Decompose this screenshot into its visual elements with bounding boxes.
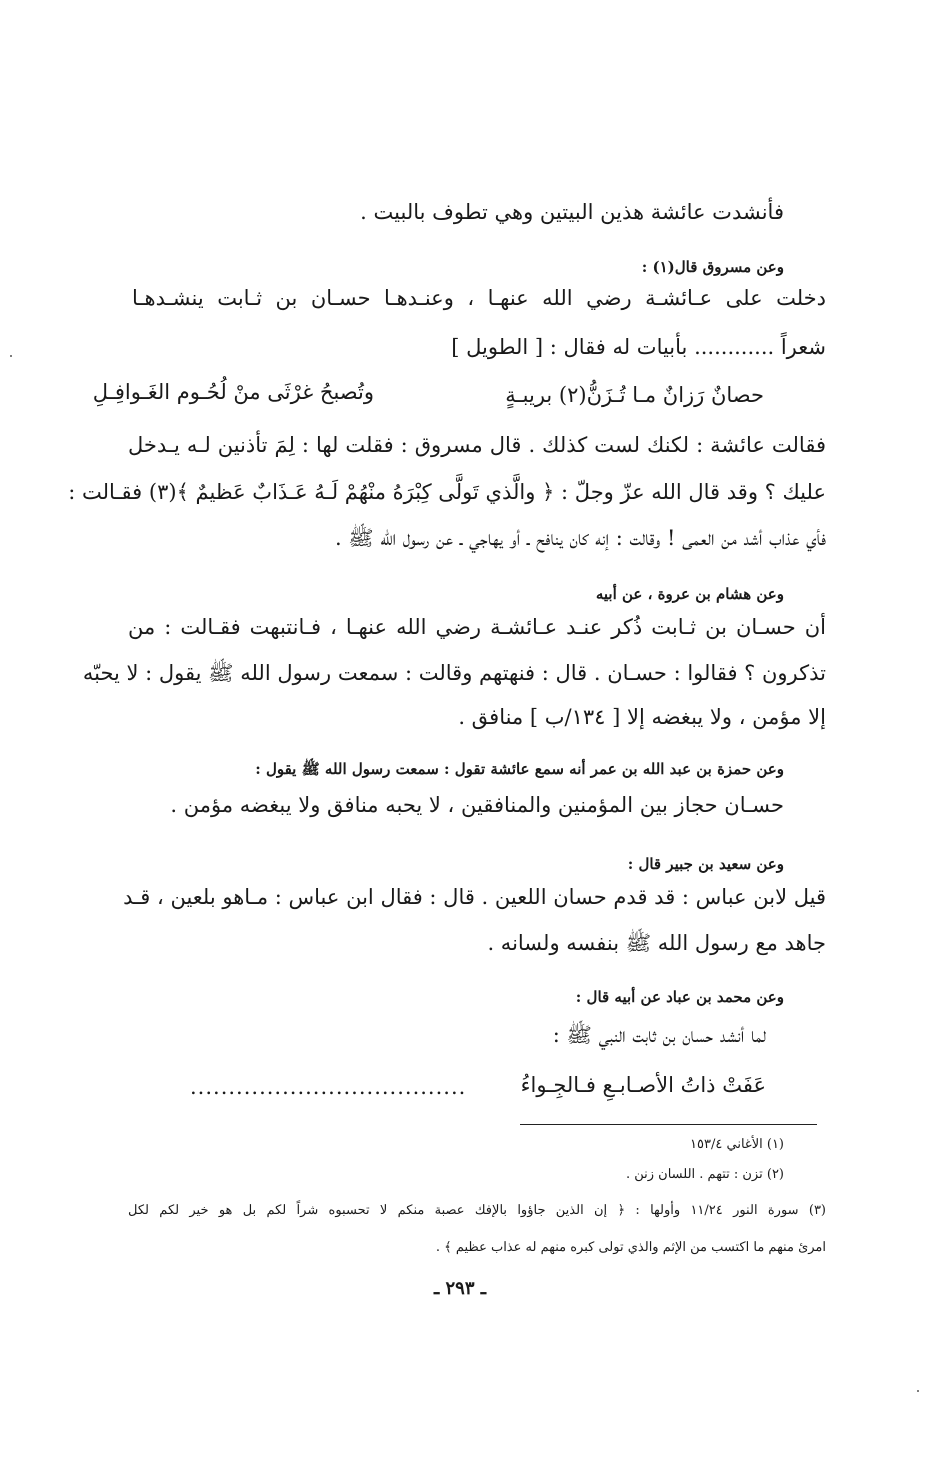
section-heading-said: وعن سعيد بن جبير قال : xyxy=(627,855,784,873)
section-heading-muhammad: وعن محمد بن عباد عن أبيه قال : xyxy=(575,988,784,1006)
scan-speck xyxy=(917,1390,919,1392)
section-heading-hisham: وعن هشام بن عروة ، عن أبيه xyxy=(595,585,784,603)
footnote-3: (٣) سورة النور ١١/٢٤ وأولها : ﴿ إن الذين جاؤوا بالإفك عصبة منكم لا تحسبوه شراً لكم بل هو خير لكم لكل xyxy=(128,1203,826,1218)
footnote-1: (١) الأغاني ١٥٣/٤ xyxy=(690,1137,784,1152)
text-line-12: جاهد مع رسول الله ﷺ بنفسه ولسانه . xyxy=(487,931,826,955)
footnote-4: امرئ منهم ما اكتسب من الإثم والذي تولى كبره منهم له عذاب عظيم ﴾ . xyxy=(435,1240,826,1255)
text-line-6: فأي عذاب أشد من العمى ! وقالت : إنه كان ينافح ـ أو يهاجي ـ عن رسول الله ﷺ . xyxy=(334,526,826,550)
text-line-5: عليك ؟ وقد قال الله عزّ وجلّ : ﴿ والَّذي تَولَّى كِبْرَهُ منْهُمْ لَـهُ عَـذَابٌ عَظيمٌ ﴾(٣) فقـالت : xyxy=(68,480,826,504)
scan-speck xyxy=(10,355,12,357)
text-line-4: فقالت عائشة : لكنك لست كذلك . قال مسروق : فقلت لها : لِمَ تأذنين لـه يـدخل xyxy=(128,433,826,457)
text-line-8: تذكرون ؟ فقالوا : حسـان . قال : فنهتهم وقالت : سمعت رسول الله ﷺ يقول : لا يحبّه xyxy=(82,661,826,685)
text-line-3: شعراً ............ بأبيات له فقال : [ الطويل ] xyxy=(451,335,826,359)
text-line-1: فأنشدت عائشة هذين البيتين وهي تطوف بالبيت . xyxy=(360,200,784,224)
verse-1-first-hemistich: حصانٌ رَزانٌ مـا تُـزَنُّ(٢) بريبـةٍ xyxy=(505,383,764,407)
section-heading-hamza: وعن حمزة بن عبد الله بن عمر أنه سمع عائشة تقول : سمعت رسول الله ﷺ يقول : xyxy=(255,760,784,778)
page-number: ـ ٢٩٣ ـ xyxy=(433,1278,487,1299)
text-line-10: حسـان حجاز بين المؤمنين والمنافقين ، لا يحبه منافق ولا يبغضه مؤمن . xyxy=(170,793,784,817)
footnote-separator xyxy=(520,1124,817,1125)
verse-2-first-hemistich: عَفَتْ ذاتُ الأصـابـعِ فـالجِـواءُ xyxy=(520,1073,766,1097)
verse-1-second-hemistich: وتُصبحُ غرْثَى منْ لُحُـوم الغَـوافِـلِ xyxy=(92,380,374,404)
text-line-2: دخلت على عـائشـة رضي الله عنهـا ، وعنـدهـا حسـان بن ثـابت ينشـدهـا xyxy=(132,286,826,310)
text-line-7: أن حسـان بن ثـابت ذُكر عنـد عـائشـة رضي الله عنهـا ، فـانتبهت فقـالت : من xyxy=(128,615,826,639)
footnote-2: (٢) تزن : تتهم . اللسان زنن . xyxy=(625,1167,784,1182)
text-line-9: إلا مؤمن ، ولا يبغضه إلا [ ١٣٤/ب ] منافق . xyxy=(458,705,826,729)
section-heading-masruq: وعن مسروق قال(١) : xyxy=(641,258,784,276)
text-line-11: قيل لابن عباس : قد قدم حسان اللعين . قال : فقال ابن عباس : مـاهو بلعين ، قـد xyxy=(123,885,826,909)
verse-2-second-hemistich: .................................... xyxy=(190,1075,467,1099)
text-line-13: لما أنشد حسان بن ثابت النبي ﷺ : xyxy=(552,1023,766,1047)
